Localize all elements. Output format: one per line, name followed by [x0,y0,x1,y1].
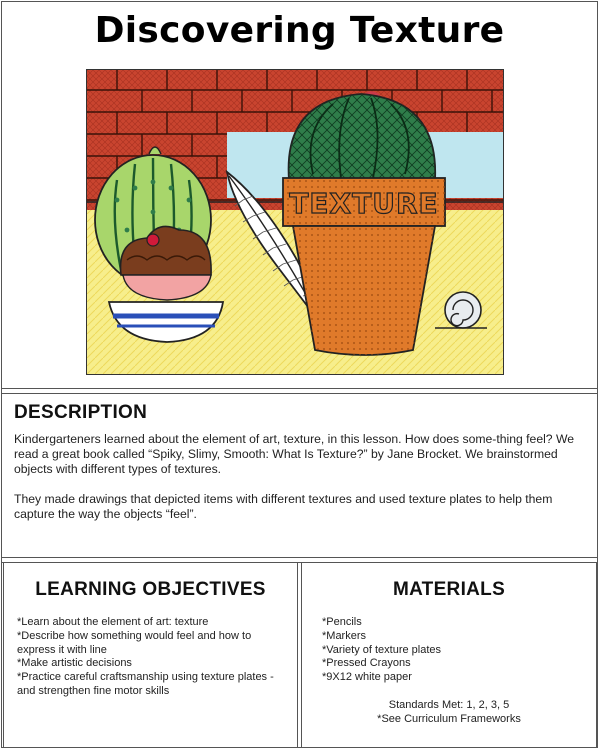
artwork-drawing [87,70,503,374]
description-paragraph: Kindergarteners learned about the element of art, texture, in this lesson. How does some-thing feel? We read a great book called “Spiky, Slimy, Smooth: What Is Texture?” by Jane Brocket. We brainstormed objects with different types of textures. [14,432,575,476]
section-divider [1,388,598,394]
list-item: *Make artistic decisions [17,657,132,670]
description-body [14,432,586,522]
list-item: *Describe how something would feel and how to express it with line [17,629,252,656]
learning-objectives-panel [3,563,298,748]
list-item: *Pencils [322,616,362,628]
objectives-heading: LEARNING OBJECTIVES [35,579,266,600]
list-item: *Learn about the element of art: texture [17,616,209,628]
standards-met: Standards Met: 1, 2, 3, 5 [388,699,510,711]
standards-note [302,698,596,726]
materials-list [322,616,582,685]
cherry [147,234,159,246]
description-heading: DESCRIPTION [14,402,148,423]
list-item: *Practice careful craftsmanship using texture plates - and strengthen fine motor skills [17,671,274,697]
student-artwork [86,69,504,375]
list-item: *Pressed Crayons [322,657,411,670]
curriculum-frameworks-note: *See Curriculum Frameworks [377,713,521,725]
page-title: Discovering Texture [94,10,505,51]
materials-heading: MATERIALS [392,579,506,600]
materials-panel [301,563,597,748]
objectives-list [17,616,292,699]
list-item: *Markers [322,629,367,642]
description-paragraph: They made drawings that depicted items with different textures and used texture plates to help them capture the way the objects “feel”. [14,492,553,521]
pot-lettering: TEXTURE [289,187,439,220]
list-item: *9X12 white paper [322,671,412,684]
list-item: *Variety of texture plates [322,643,442,656]
